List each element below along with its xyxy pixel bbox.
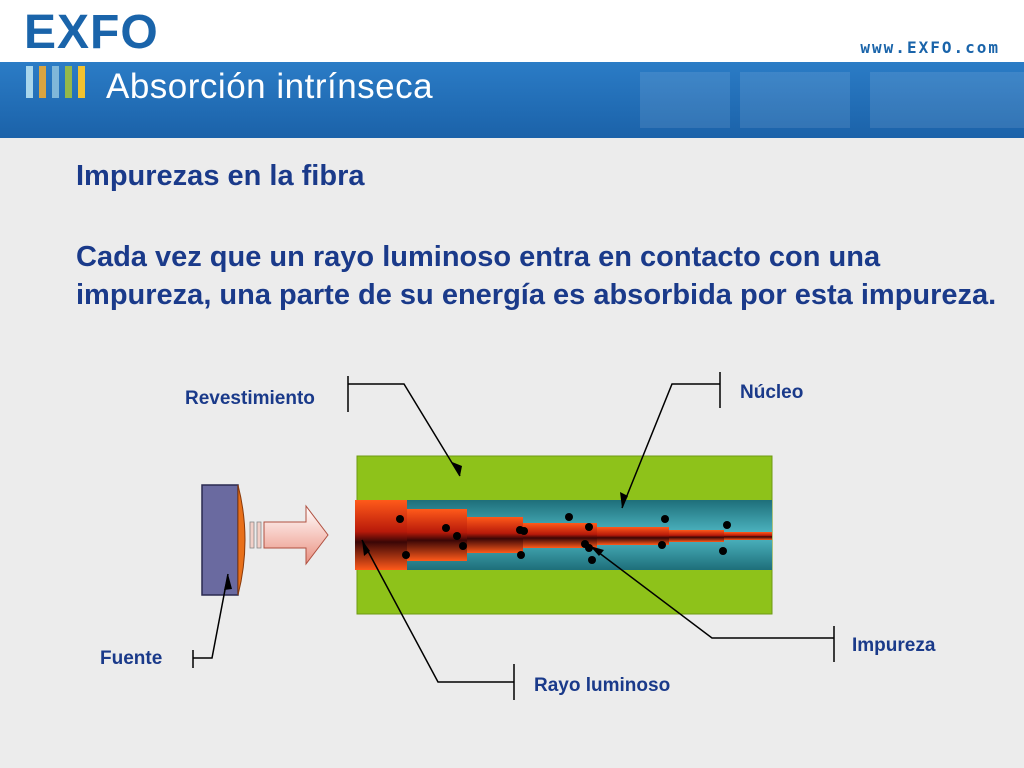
page-title: Absorción intrínseca — [106, 67, 434, 106]
exfo-logo: EXFO — [24, 6, 159, 59]
core-label: Núcleo — [740, 382, 804, 403]
impurity-label: Impureza — [852, 635, 936, 656]
website-url: www.EXFO.com — [860, 38, 1000, 57]
light-ray-label: Rayo luminoso — [534, 675, 671, 696]
light-source — [202, 485, 245, 595]
section-subheading: Impurezas en la fibra — [76, 160, 365, 192]
body-paragraph: Cada vez que un rayo luminoso entra en contacto con una impureza, una parte de su energía es absorbida por esta impureza. — [76, 241, 997, 311]
cladding-label: Revestimiento — [185, 388, 315, 409]
source-label: Fuente — [100, 648, 163, 669]
emission-arrow-icon — [250, 506, 328, 564]
